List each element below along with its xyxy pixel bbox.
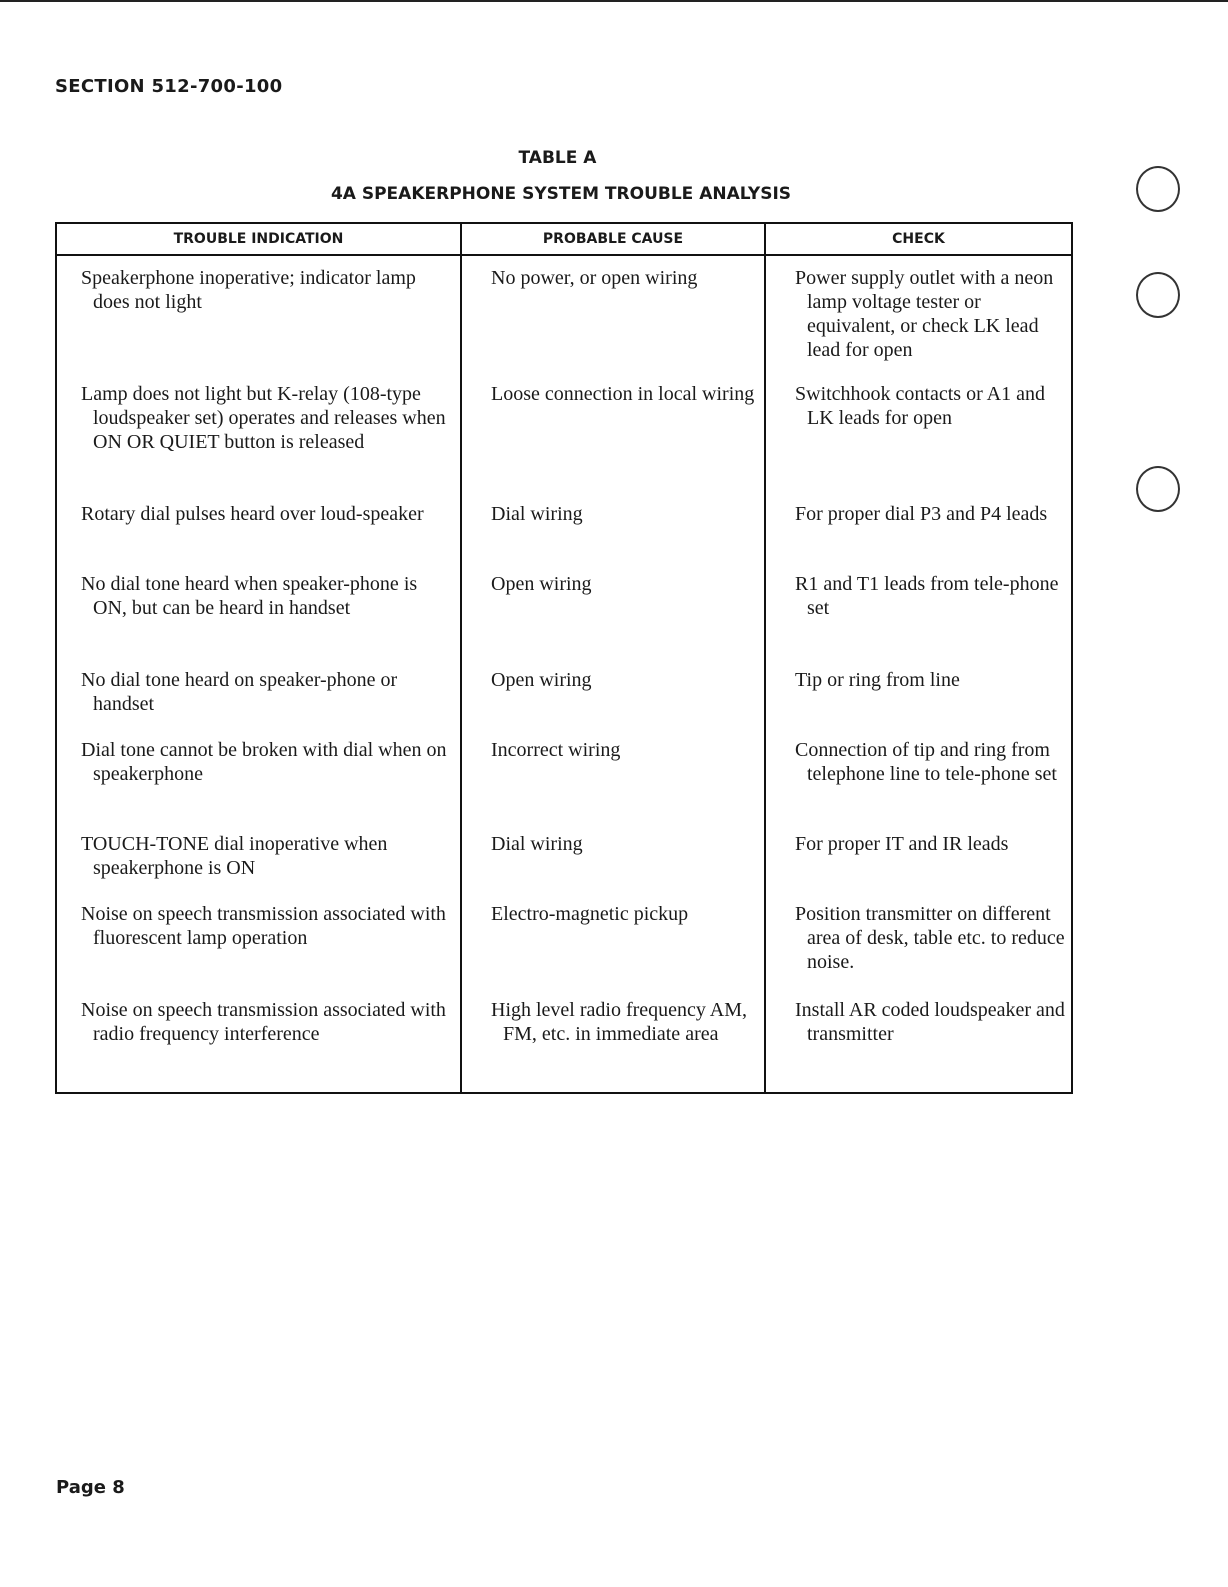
check-cell: R1 and T1 leads from tele-phone set — [795, 573, 1059, 619]
table-label: TABLE A — [518, 148, 597, 168]
table-row — [56, 382, 1072, 502]
trouble-indication-cell: Rotary dial pulses heard over loud-speaker — [81, 503, 424, 525]
probable-cause-cell: Incorrect wiring — [491, 739, 621, 761]
check-cell: Install AR coded loudspeaker and transmitter — [795, 999, 1065, 1045]
probable-cause-cell: Dial wiring — [491, 833, 583, 855]
page-top-rule — [0, 0, 1228, 2]
check-cell: For proper IT and IR leads — [795, 833, 1009, 855]
table-row — [56, 902, 1072, 998]
probable-cause-cell: Electro-magnetic pickup — [491, 903, 689, 925]
check-cell: Switchhook contacts or A1 and LK leads for open — [795, 383, 1045, 429]
table-row — [56, 255, 1072, 382]
table-row — [56, 668, 1072, 738]
check-cell: Position transmitter on different area of desk, table etc. to reduce noise. — [795, 903, 1065, 973]
trouble-indication-cell: Noise on speech transmission associated with radio frequency interference — [81, 999, 446, 1045]
check-cell: Tip or ring from line — [795, 669, 960, 691]
binder-hole-icon — [1136, 272, 1180, 318]
probable-cause-cell: Loose connection in local wiring — [491, 383, 755, 405]
probable-cause-cell: Open wiring — [491, 573, 592, 595]
probable-cause-cell: Open wiring — [491, 669, 592, 691]
table-row — [56, 572, 1072, 668]
table-row — [56, 832, 1072, 902]
table-row — [56, 502, 1072, 572]
check-cell: Connection of tip and ring from telephone line to tele-phone set — [795, 739, 1057, 785]
column-header-trouble-indication: TROUBLE INDICATION — [56, 223, 461, 255]
check-cell: For proper dial P3 and P4 leads — [795, 503, 1048, 525]
trouble-indication-cell: No dial tone heard on speaker-phone or handset — [81, 669, 398, 715]
trouble-indication-cell: Speakerphone inoperative; indicator lamp does not light — [81, 267, 416, 313]
page-number: Page 8 — [56, 1477, 125, 1498]
trouble-indication-cell: Lamp does not light but K-relay (108-type loudspeaker set) operates and releases when ON OR QUIET button is released — [81, 383, 446, 453]
probable-cause-cell: High level radio frequency AM, FM, etc. in immediate area — [491, 999, 748, 1045]
trouble-indication-cell: No dial tone heard when speaker-phone is ON, but can be heard in handset — [81, 573, 418, 619]
probable-cause-cell: Dial wiring — [491, 503, 583, 525]
trouble-indication-cell: Dial tone cannot be broken with dial when on speakerphone — [81, 739, 447, 785]
check-cell: Power supply outlet with a neon lamp voltage tester or equivalent, or check LK lead lead for open — [795, 267, 1054, 361]
trouble-indication-cell: Noise on speech transmission associated with fluorescent lamp operation — [81, 903, 446, 949]
table-title: 4A SPEAKERPHONE SYSTEM TROUBLE ANALYSIS — [330, 184, 792, 204]
trouble-indication-cell: TOUCH-TONE dial inoperative when speakerphone is ON — [81, 833, 388, 879]
column-header-probable-cause: PROBABLE CAUSE — [461, 223, 765, 255]
table-header-row — [56, 223, 1072, 255]
column-header-check: CHECK — [765, 223, 1072, 255]
trouble-analysis-table — [55, 222, 1073, 1094]
section-number: SECTION 512-700-100 — [55, 76, 283, 97]
binder-hole-icon — [1136, 166, 1180, 212]
binder-hole-icon — [1136, 466, 1180, 512]
probable-cause-cell: No power, or open wiring — [491, 267, 698, 289]
table-row — [56, 738, 1072, 832]
table-row — [56, 998, 1072, 1093]
